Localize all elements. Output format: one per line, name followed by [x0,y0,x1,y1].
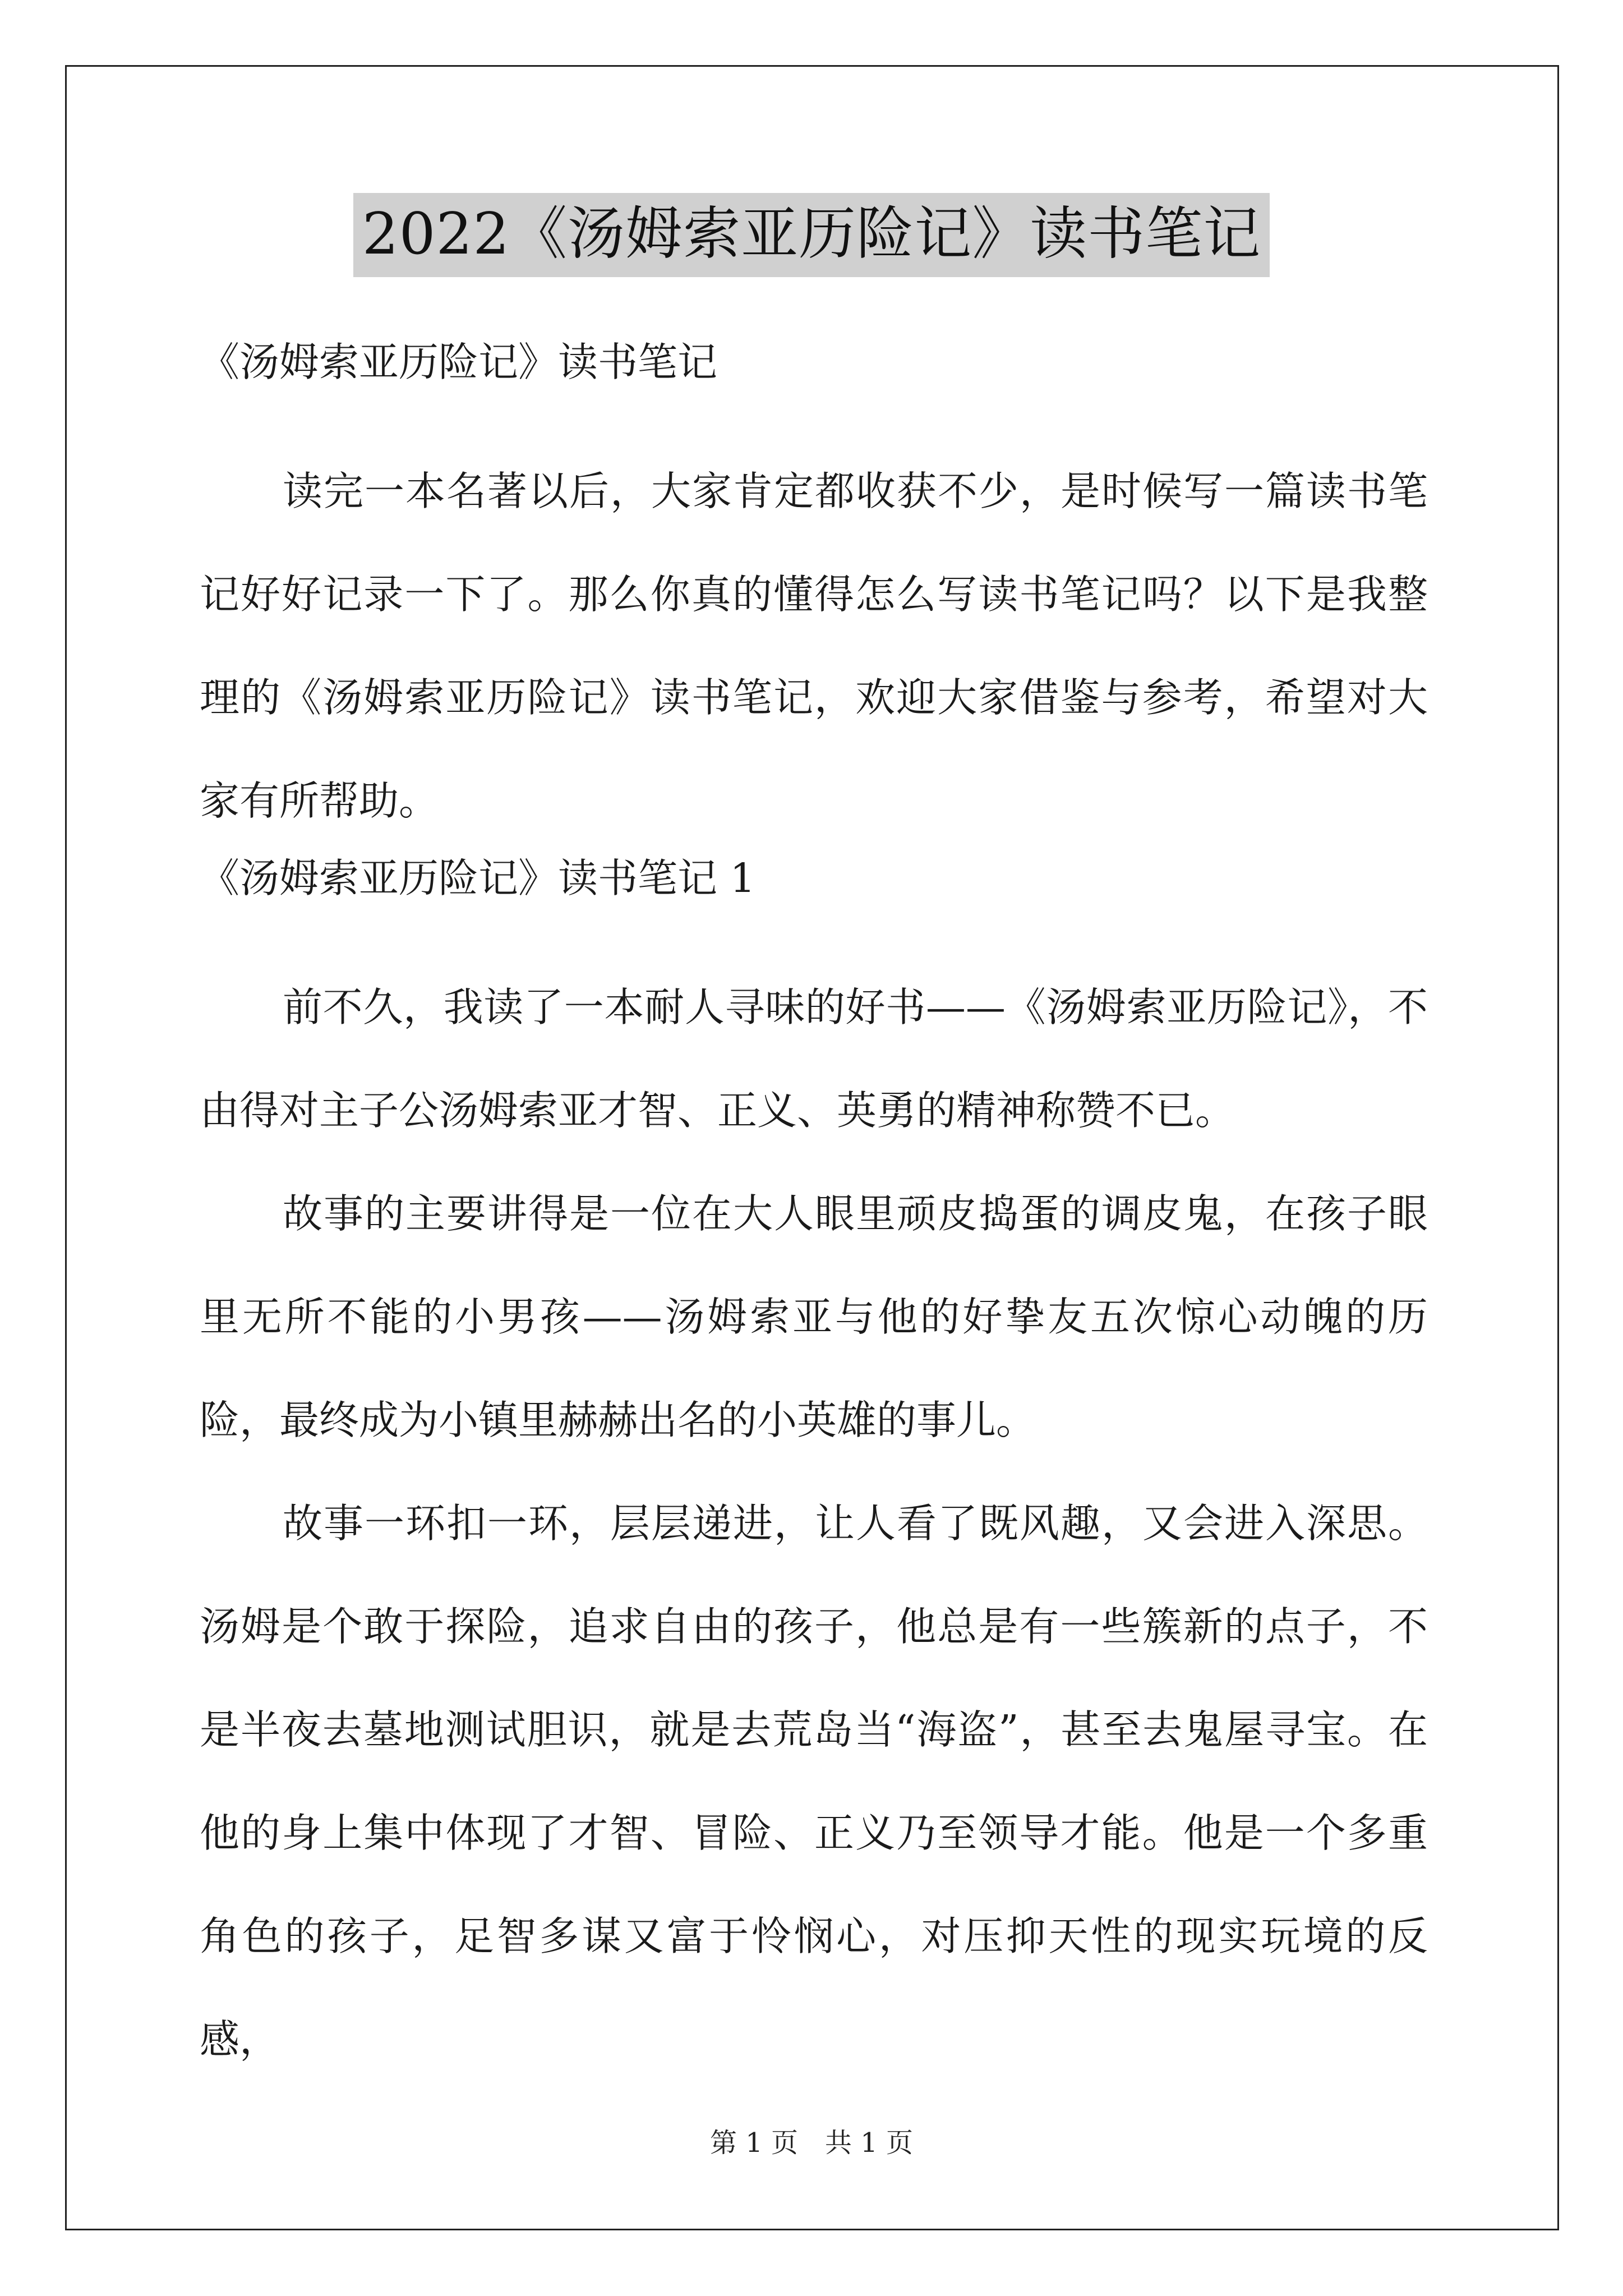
document-body [200,337,1428,2091]
section-heading-note-1: 《汤姆索亚历险记》读书笔记 1 [200,855,755,901]
section-heading-intro: 《汤姆索亚历险记》读书笔记 [200,339,718,385]
note-1-paragraph-3: 故事一环扣一环，层层递进，让人看了既风趣，又会进入深思。汤姆是个敢于探险，追求自由的孩子，他总是有一些簇新的点子，不是半夜去墓地测试胆识，就是去荒岛当“海盗”，甚至去鬼屋寻宝。在他的身上集中体现了才智、冒险、正义乃至领导才能。他是一个多重角色的孩子，足智多谋又富于怜悯心，对压抑天性的现实玩境的反感， [200,1500,1428,2063]
note-1-paragraph-1: 前不久，我读了一本耐人寻味的好书——《汤姆索亚历险记》，不由得对主子公汤姆索亚才智、正义、英勇的精神称赞不已。 [200,984,1428,1134]
title-container [0,193,1623,277]
note-1-paragraph-2: 故事的主要讲得是一位在大人眼里顽皮捣蛋的调皮鬼，在孩子眼里无所不能的小男孩——汤姆索亚与他的好挚友五次惊心动魄的历险，最终成为小镇里赫赫出名的小英雄的事儿。 [200,1190,1428,1443]
document-title: 2022《汤姆索亚历险记》读书笔记 [353,193,1270,277]
page-number-total: 共 1 页 [825,2127,914,2159]
page-number-current: 第 1 页 [709,2127,798,2159]
page-footer [0,2127,1623,2159]
intro-paragraph: 读完一本名著以后，大家肯定都收获不少，是时候写一篇读书笔记好好记录一下了。那么你真的懂得怎么写读书笔记吗？以下是我整理的《汤姆索亚历险记》读书笔记，欢迎大家借鉴与参考，希望对大家有所帮助。 [200,468,1428,824]
